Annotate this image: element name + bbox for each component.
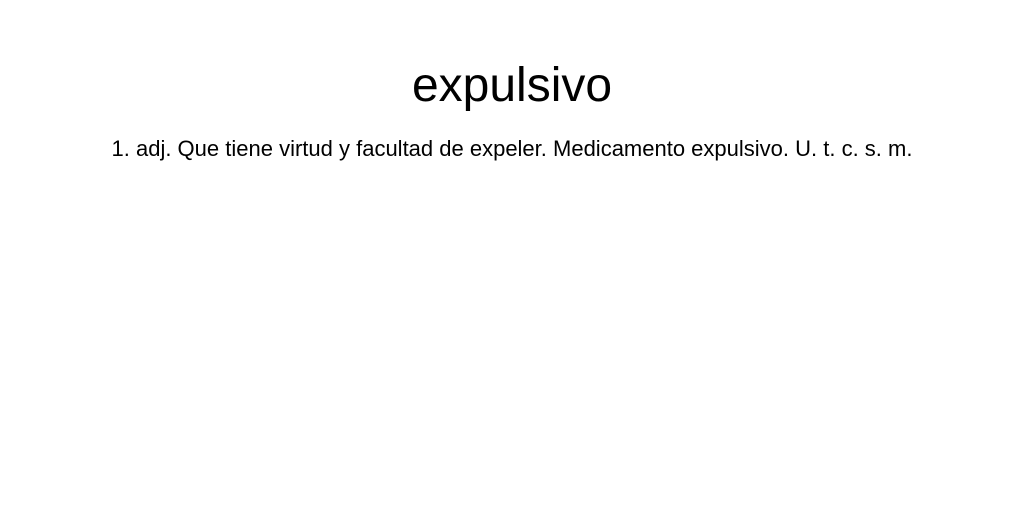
dictionary-entry xyxy=(0,0,1024,168)
headword-title: expulsivo xyxy=(411,59,613,112)
definition-text: 1. adj. Que tiene virtud y facultad de expeler. Medicamento expulsivo. U. t. c. s. m. xyxy=(111,136,913,161)
